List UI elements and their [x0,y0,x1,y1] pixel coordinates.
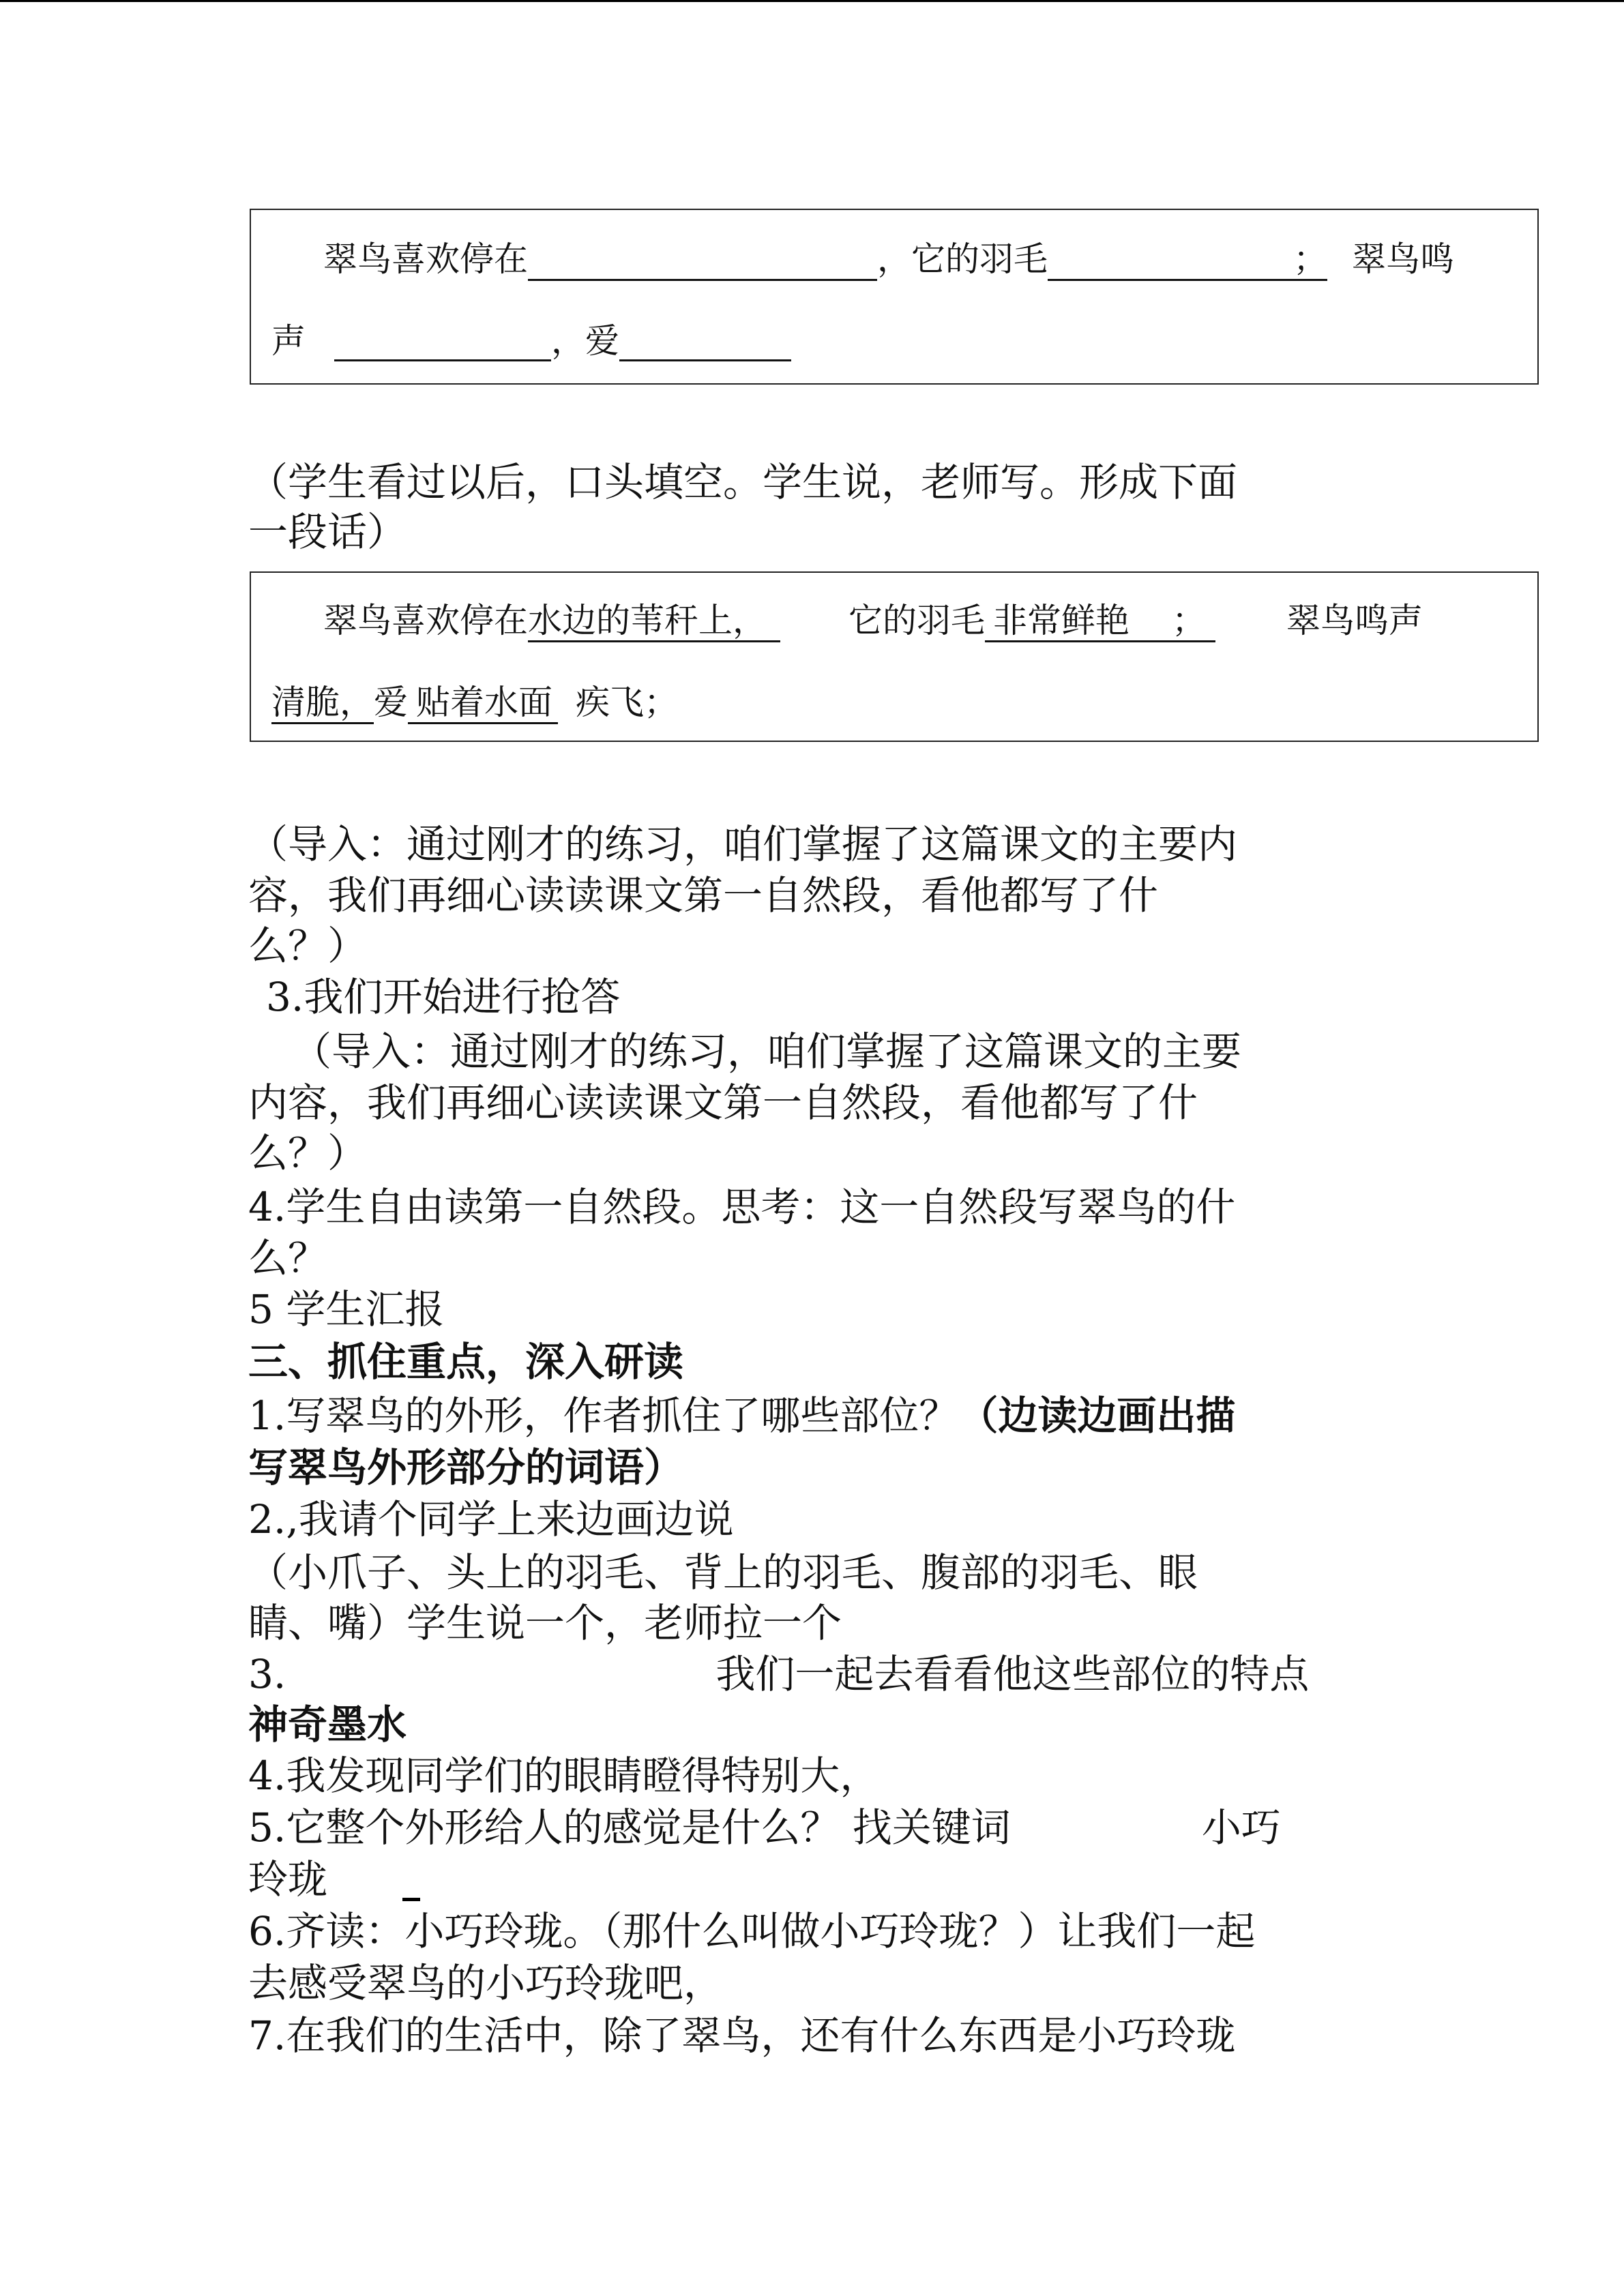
body-text: 我们一起去看看他这些部位的特点 [715,1651,1310,1697]
body-line: 去感受翠鸟的小巧玲珑吧， [248,1960,724,2006]
fill-text: 它的羽毛 [848,601,985,640]
body-text: 3. [248,1651,286,1697]
body-text: 小巧 [1201,1804,1281,1851]
body-line: （导入：通过刚才的练习，咱们掌握了这篇课文的主要内 [248,821,1238,867]
body-line: 2.,我请个同学上来边画边说 [248,1496,734,1542]
answer-location: 水边的苇秆上， [528,601,780,642]
fill-text: ，它的羽毛 [877,239,1048,279]
body-line: 玲珑 [248,1856,328,1903]
body-line [248,1392,1235,1440]
blank-call[interactable] [334,323,551,361]
body-line [248,1650,1309,1698]
fill-text: 翠鸟喜欢停在 [323,601,528,640]
body-line: 5 学生汇报 [248,1286,445,1332]
blank-feather[interactable] [1048,242,1293,281]
body-line-bold: 神奇墨水 [248,1701,407,1748]
body-text-bold: （边读边画出描 [958,1392,1236,1439]
instruction-line: 一段话） [248,509,407,555]
answer-call: 清脆， [271,683,374,724]
fill-text: 翠鸟喜欢停在 [323,239,528,279]
instruction-line: （学生看过以后，口头填空。学生说，老师写。形成下面 [248,459,1238,505]
text-cursor-mark [402,1898,420,1901]
body-text: 1.写翠鸟的外形，作者抓住了哪些部位？ [248,1392,959,1439]
fill-blank-box [250,209,1539,385]
body-line: 4.学生自由读第一自然段。思考：这一自然段写翠鸟的什 [248,1184,1236,1230]
body-line: 内容，我们再细心读读课文第一自然段，看他都写了什 [248,1079,1198,1126]
fill-text: 声 [271,321,306,361]
body-line: （导入：通过刚才的练习，咱们掌握了这篇课文的主要 [292,1028,1242,1075]
fill-text: 翠鸟鸣声 [1286,601,1423,640]
fill-text: 疾飞； [576,683,678,722]
fill-text: 爱 [374,683,408,722]
page-top-border [0,0,1624,2]
body-line: 4.我发现同学们的眼睛瞪得特别大， [248,1753,880,1799]
completed-line-2 [271,682,678,724]
blank-habit[interactable] [619,323,791,361]
body-text: 5.它整个外形给人的感觉是什么？ 找关键词 [248,1804,1011,1851]
body-line: 么？） [248,1130,368,1176]
section-heading: 三、抓住重点，深入研读 [248,1339,684,1385]
fill-text: ； [1138,601,1215,642]
body-line: 6.齐读：小巧玲珑。（那什么叫做小巧玲珑？）让我们一起 [248,1908,1256,1954]
fill-text: ，爱 [551,321,619,361]
fill-text: ； [1293,239,1327,281]
body-line-bold: 写翠鸟外形部分的词语） [248,1444,684,1491]
fill-blank-line-2 [271,320,791,361]
answer-feather: 非常鲜艳 [985,601,1138,642]
body-line: 睛、嘴）学生说一个，老师拉一个 [248,1600,842,1646]
body-line: 么？ [248,1235,328,1281]
body-line: （小爪子、头上的羽毛、背上的羽毛、腹部的羽毛、眼 [248,1549,1198,1596]
fill-text: 翠鸟鸣 [1352,239,1454,279]
body-line [248,1804,1281,1851]
body-line: 3.我们开始进行抢答 [266,974,621,1020]
body-line: 7.在我们的生活中，除了翠鸟，还有什么东西是小巧玲珑 [248,2012,1236,2059]
completed-paragraph-box [250,571,1539,742]
body-line: 容，我们再细心读读课文第一自然段，看他都写了什 [248,872,1159,919]
blank-location[interactable] [528,242,877,281]
completed-line-1 [323,600,1423,642]
fill-blank-line-1 [323,239,1454,281]
answer-habit: 贴着水面 [408,683,558,724]
body-line: 么？） [248,923,368,969]
